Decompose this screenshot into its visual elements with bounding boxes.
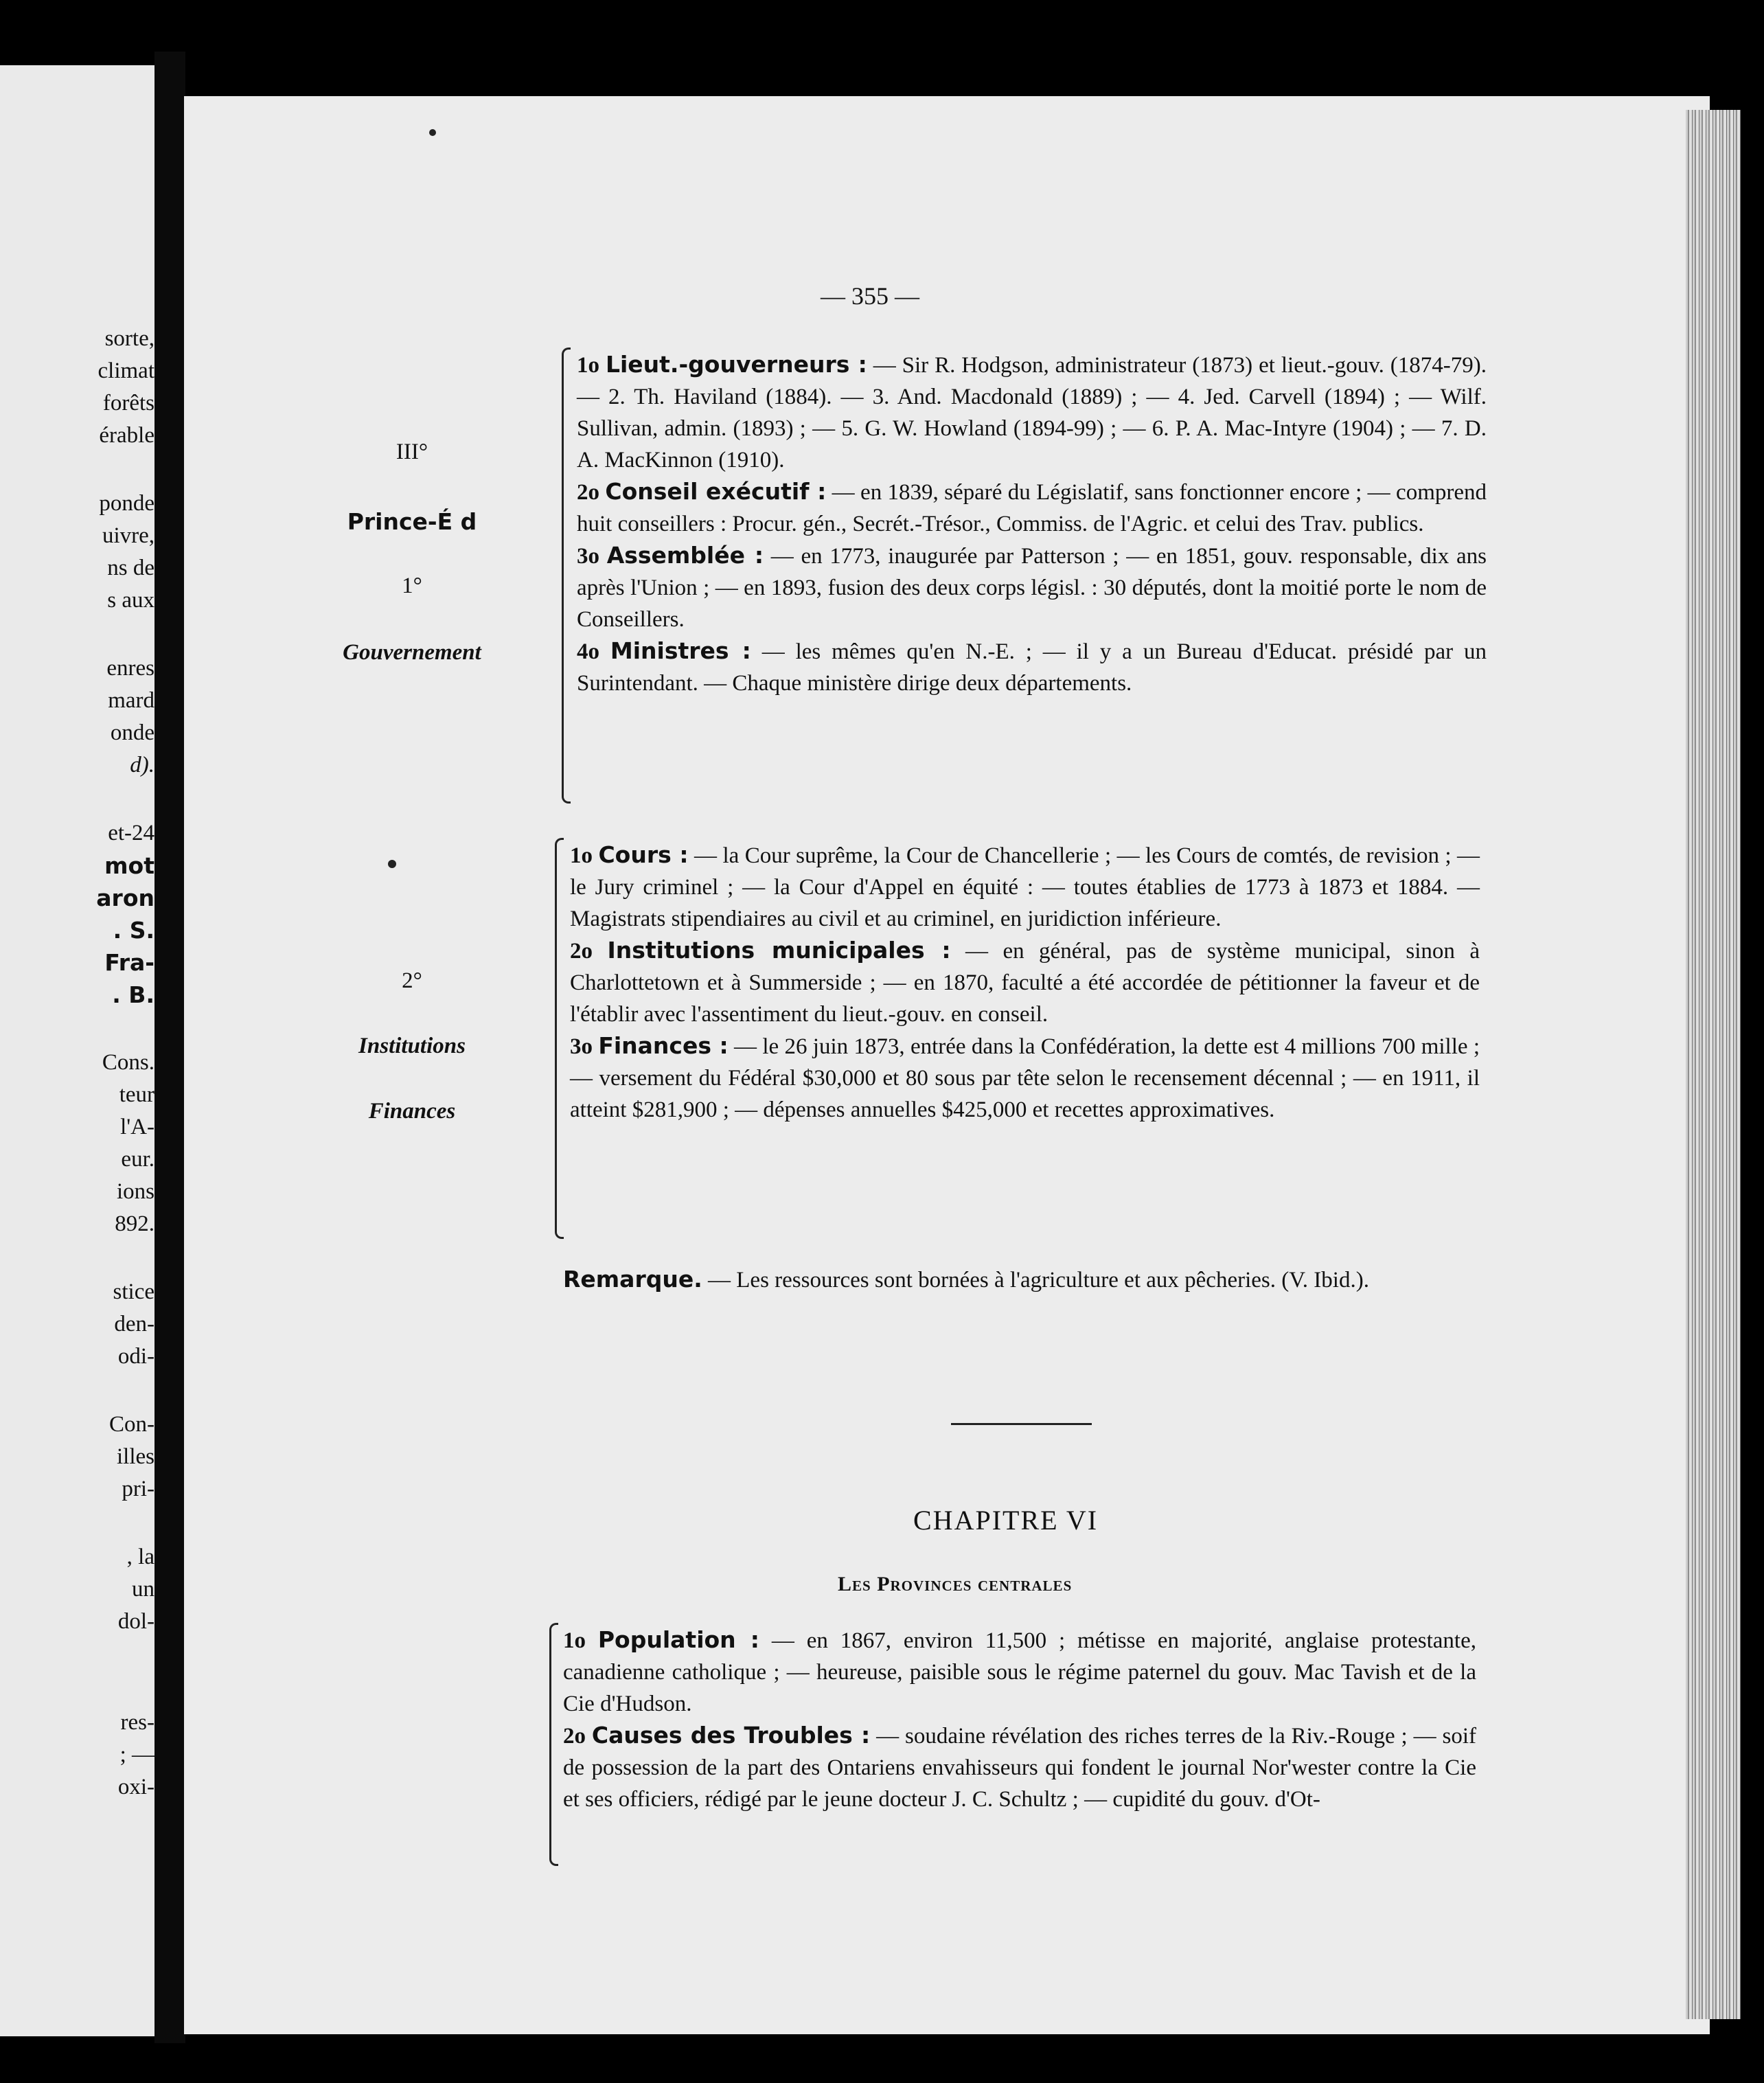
left-page-fragment: . B.	[112, 981, 154, 1008]
left-page-fragment: aron	[96, 885, 154, 911]
left-page-fragment: enres	[106, 656, 154, 681]
chapter-item: 1o Population : — en 1867, environ 11,500 ; métisse en majorité, anglaise protestante, canadienne catholique ; — heureuse, paisible sous le régime paternel du gouv. Mac Tavish et de la Cie d'Hudson.	[563, 1626, 1476, 1716]
left-page-fragment: onde	[110, 720, 154, 745]
left-page-fragment: pri-	[122, 1477, 154, 1501]
left-page-fragment: Fra-	[104, 949, 154, 976]
margin-sub1-label: Gouvernement	[343, 640, 481, 665]
left-page-fragment: ponde	[99, 491, 154, 516]
page-number: — 355 —	[821, 282, 919, 310]
left-page-fragment: d).	[130, 753, 154, 777]
section-rule	[951, 1423, 1092, 1425]
inst-item: 2o Institutions municipales : — en général, pas de système municipal, sinon à Charlottetown et à Summerside ; — en 1870, faculté a été accordée de pétitionner la faveur et de l'établir avec l'assentiment du lieut.-gouv. en conseil.	[570, 937, 1480, 1027]
left-page-fragment: dol-	[117, 1609, 154, 1634]
left-page-fragment: un	[132, 1577, 154, 1602]
gouv-item: 1o Lieut.-gouverneurs : — Sir R. Hodgson, administrateur (1873) et lieut.-gouv. (1874-79). — 2. Th. Haviland (1884). — 3. And. Macdonald (1889) ; — 4. Jed. Carvell (1894) ; — Wilf. Sullivan, admin. (1893) ; — 5. G. W. Howland (1894-99) ; — 6. P. A. Mac-Intyre (1904) ; — 7. D. A. MacKinnon (1910).	[577, 351, 1487, 473]
left-page-fragment: sorte,	[104, 326, 154, 351]
left-page-edge	[0, 65, 154, 2036]
remark-paragraph: Remarque. — Les ressources sont bornées à l'agriculture et aux pêcheries. (V. Ibid.).	[563, 1266, 1369, 1293]
gouv-item: 2o Conseil exécutif : — en 1839, séparé du Législatif, sans fonctionner encore ; — comprend huit conseillers : Procur. gén., Secrét.-Trésor., Commiss. de l'Agric. et celui des Trav. publics.	[577, 478, 1487, 536]
gouv-item: 3o Assemblée : — en 1773, inaugurée par Patterson ; — en 1851, gouv. responsable, dix ans après l'Union ; — en 1893, fusion des deux corps législ. : 30 députés, dont la moitié porte le nom de Conseillers.	[577, 542, 1487, 632]
left-page-fragment: mot	[104, 852, 154, 879]
left-page-fragment: stice	[113, 1279, 154, 1304]
institutions-block	[570, 839, 1480, 1126]
brace-institutions	[555, 846, 557, 1231]
left-page-fragment: , la	[126, 1545, 154, 1569]
left-page-fragment: res-	[120, 1710, 154, 1735]
left-page-fragment: s aux	[107, 588, 154, 613]
inst-item: 1o Cours : — la Cour suprême, la Cour de Chancellerie ; — les Cours de comtés, de revision ; — le Jury criminel ; — la Cour d'Appel en équité : — toutes établies de 1773 à 1873 et 1884. — Magistrats stipendiaires au civil et au criminel, en juridiction inférieure.	[570, 841, 1480, 931]
left-page-fragment: l'A-	[120, 1115, 154, 1139]
left-page-fragment: den-	[114, 1312, 154, 1336]
left-page-fragment: teur	[119, 1082, 154, 1107]
left-page-fragment: eur.	[121, 1147, 154, 1172]
left-page-fragment: illes	[117, 1444, 154, 1469]
left-page-fragment: odi-	[117, 1344, 154, 1369]
margin-province: Prince-É d	[347, 508, 477, 535]
margin-sub2-label-b: Finances	[368, 1099, 456, 1124]
chapter-subtitle: Les Provinces centrales	[838, 1573, 1073, 1595]
gouvernement-block	[577, 349, 1487, 699]
left-page-fragment: ns de	[107, 556, 154, 580]
page-edge-stack	[1686, 110, 1741, 2019]
left-page-fragment: Con-	[109, 1412, 154, 1437]
gouv-item: 4o Ministres : — les mêmes qu'en N.-E. ; — il y a un Bureau d'Educat. présidé par un Surintendant. — Chaque ministère dirige deux départements.	[577, 637, 1487, 696]
left-page-fragment: érable	[99, 423, 154, 448]
speck	[429, 129, 436, 136]
margin-bullet	[388, 860, 396, 868]
left-page-fragment: 892.	[115, 1211, 154, 1236]
book-gutter	[154, 52, 185, 2043]
left-page-fragment: et-24	[108, 821, 154, 845]
left-page-fragment: oxi-	[117, 1775, 154, 1799]
margin-sub2-label-a: Institutions	[358, 1034, 466, 1058]
left-page-fragment: . S.	[113, 917, 154, 944]
margin-section-number: III°	[396, 440, 428, 464]
chapter-title: CHAPITRE VI	[913, 1505, 1099, 1536]
left-page-fragment: Cons.	[102, 1050, 154, 1075]
left-page-fragment: forêts	[102, 391, 154, 416]
left-page-fragment: climat	[98, 358, 154, 383]
left-page-fragment: ; —	[119, 1742, 154, 1767]
left-page-fragment: mard	[108, 688, 154, 713]
left-page-fragment: ions	[116, 1179, 154, 1204]
brace-chapter	[549, 1631, 551, 1858]
inst-item: 3o Finances : — le 26 juin 1873, entrée dans la Confédération, la dette est 4 millions 700 mille ; — versement du Fédéral $30,000 et 80 sous par tête selon le recensement décennal ; — en 1911, il atteint $281,900 ; — dépenses annuelles $425,000 et recettes approximatives.	[570, 1032, 1480, 1122]
brace-gouvernement	[562, 356, 564, 795]
margin-sub1-number: 1°	[402, 573, 422, 598]
margin-sub2-number: 2°	[402, 968, 422, 993]
left-page-fragment: uivre,	[102, 523, 154, 548]
chapter-item: 2o Causes des Troubles : — soudaine révélation des riches terres de la Riv.-Rouge ; — soif de possession de la part des Ontariens envahisseurs qui fondent le journal Nor'wester contre la Cie et ses officiers, rédigé par le jeune docteur J. C. Schultz ; — cupidité du gouv. d'Ot-	[563, 1722, 1476, 1812]
chapter-block	[563, 1624, 1476, 1815]
